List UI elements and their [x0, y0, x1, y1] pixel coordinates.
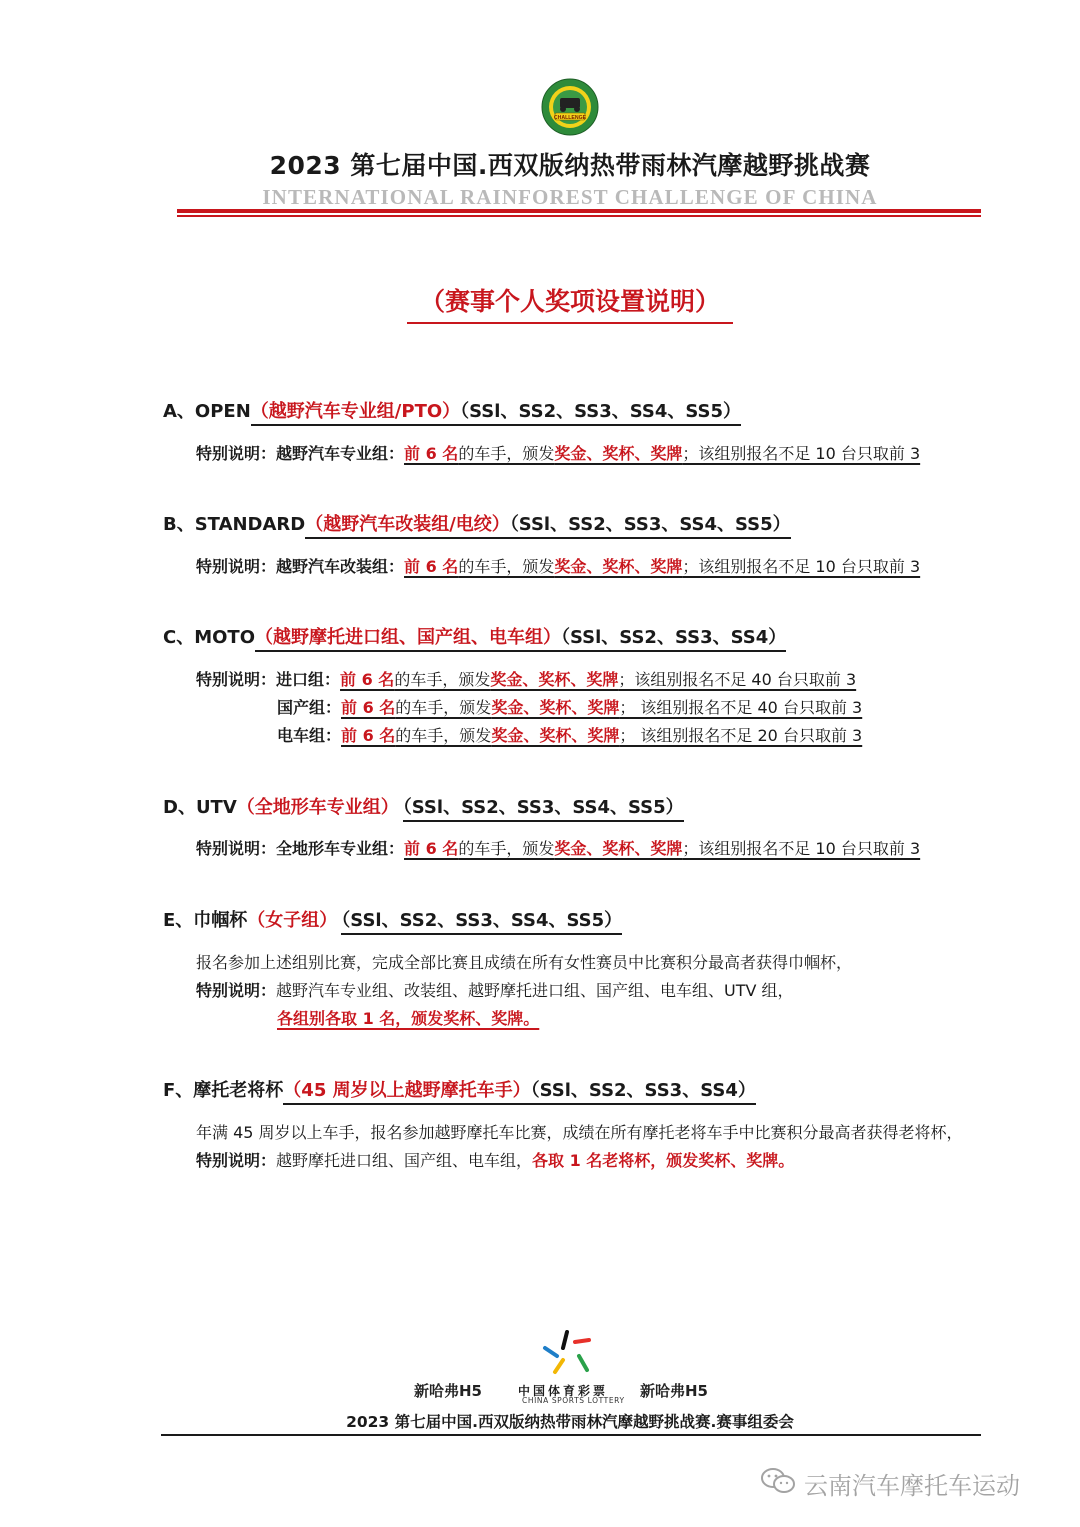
- svg-text:CHALLENGE: CHALLENGE: [553, 114, 587, 121]
- note-label: 特别说明：: [196, 670, 277, 689]
- note-awards: 奖金、奖杯、奖牌: [491, 698, 620, 717]
- section-stages: （SSl、SS2、SS3、SS4、SS5）: [341, 910, 623, 931]
- section-f-heading: [163, 1076, 756, 1102]
- section-prefix: A、OPEN: [163, 401, 251, 422]
- note-awards: 奖金、奖杯、奖牌: [491, 726, 620, 745]
- section-group: （女子组）: [247, 910, 338, 931]
- note-text: 越野摩托进口组、国产组、电车组，: [276, 1151, 533, 1170]
- note-rank: 前 6 名: [340, 670, 395, 689]
- note-tail: ；该组别报名不足 10 台只取前 3: [682, 557, 921, 576]
- section-group: （越野汽车专业组/PTO）: [250, 401, 461, 422]
- note-sub-label: 越野汽车改装组：: [276, 557, 405, 576]
- section-group: （越野汽车改装组/电绞）: [305, 514, 510, 535]
- organizer-line: 2023 第七届中国.西双版纳热带雨林汽摩越野挑战赛.赛事组委会: [346, 1413, 794, 1431]
- note-awards: 奖金、奖杯、奖牌: [554, 444, 683, 463]
- section-prefix: C、MOTO: [163, 627, 256, 648]
- section-e-note: [196, 978, 794, 1001]
- lottery-name-en: CHINA SPORTS LOTTERY: [522, 1396, 625, 1405]
- note-text: 越野汽车专业组、改装组、越野摩托进口组、国产组、电车组、UTV 组，: [276, 981, 794, 1000]
- note-mid: 的车手，颁发: [458, 444, 555, 463]
- note-sub-label: 越野汽车专业组：: [276, 444, 405, 463]
- section-b-note: [196, 554, 920, 577]
- section-c-heading: [163, 623, 786, 649]
- sponsor-logo-left: 新哈弗H5: [414, 1382, 482, 1400]
- watermark-text: 云南汽车摩托车运动: [804, 1472, 1020, 1500]
- footer-rule: [161, 1434, 981, 1436]
- lottery-name-cn: 中国体育彩票: [518, 1384, 609, 1398]
- note-mid: 的车手，颁发: [458, 557, 555, 576]
- sports-lottery-logo-icon: [539, 1330, 595, 1378]
- note-tail: ；该组别报名不足 10 台只取前 3: [682, 839, 921, 858]
- note-tail: ；该组别报名不足 10 台只取前 3: [682, 444, 921, 463]
- document-subtitle: （赛事个人奖项设置说明）: [407, 282, 733, 324]
- note-rank: 前 6 名: [404, 444, 459, 463]
- note-rank: 前 6 名: [404, 557, 459, 576]
- section-c-note-row: [277, 695, 862, 718]
- note-label: 特别说明：: [196, 444, 277, 463]
- note-rank: 前 6 名: [404, 839, 459, 858]
- section-prefix: D、UTV: [163, 797, 237, 818]
- sponsor-logo-right: 新哈弗H5: [640, 1382, 708, 1400]
- section-group: （45 周岁以上越野摩托车手）: [283, 1080, 531, 1101]
- event-logo: [541, 78, 599, 136]
- header-rule-thin: [177, 215, 981, 217]
- wechat-icon: [760, 1467, 796, 1501]
- note-sub-label: 进口组：: [276, 670, 341, 689]
- section-stages: （SSl、SS2、SS3、SS4、SS5）: [509, 514, 791, 535]
- section-e-note-highlight: [277, 1006, 539, 1029]
- note-red: 各取 1 名老将杯，颁发奖杯、奖牌。: [532, 1151, 795, 1170]
- note-tail: ；该组别报名不足 40 台只取前 3: [618, 670, 857, 689]
- section-d-heading: [163, 793, 684, 819]
- note-sub-label: 电车组：: [277, 726, 342, 745]
- note-label: 特别说明：: [196, 557, 277, 576]
- section-f-note: [196, 1148, 794, 1171]
- note-mid: 的车手，颁发: [394, 670, 491, 689]
- note-tail: ； 该组别报名不足 20 台只取前 3: [619, 726, 863, 745]
- header-rule-thick: [177, 209, 981, 213]
- note-awards: 奖金、奖杯、奖牌: [554, 557, 683, 576]
- section-prefix: E、巾帼杯: [163, 910, 248, 931]
- note-tail: ； 该组别报名不足 40 台只取前 3: [619, 698, 863, 717]
- note-mid: 的车手，颁发: [395, 698, 492, 717]
- page-title: 2023 第七届中国.西双版纳热带雨林汽摩越野挑战赛: [269, 151, 871, 180]
- section-c-note-row: [277, 723, 862, 746]
- section-c-note-row: [196, 667, 856, 690]
- section-b-heading: [163, 510, 791, 536]
- note-sub-label: 全地形车专业组：: [276, 839, 405, 858]
- section-e-description: 报名参加上述组别比赛，完成全部比赛且成绩在所有女性赛员中比赛积分最高者获得巾帼杯，: [196, 953, 853, 972]
- note-label: 特别说明：: [196, 839, 277, 858]
- note-awards: 奖金、奖杯、奖牌: [554, 839, 683, 858]
- note-rank: 前 6 名: [341, 726, 396, 745]
- section-a-note: [196, 441, 920, 464]
- note-rank: 前 6 名: [341, 698, 396, 717]
- section-f-description: 年满 45 周岁以上车手，报名参加越野摩托车比赛，成绩在所有摩托老将车手中比赛积分最高者获得老将杯，: [196, 1123, 963, 1142]
- note-awards: 奖金、奖杯、奖牌: [490, 670, 619, 689]
- section-stages: （SSl、SS2、SS3、SS4、SS5）: [460, 401, 742, 422]
- section-stages: （SSl、SS2、SS3、SS4）: [561, 627, 787, 648]
- note-mid: 的车手，颁发: [395, 726, 492, 745]
- section-stages: （SSl、SS2、SS3、SS4、SS5）: [402, 797, 684, 818]
- note-label: 特别说明：: [196, 981, 277, 1000]
- note-sub-label: 国产组：: [277, 698, 342, 717]
- watermark: [760, 1466, 1020, 1501]
- section-prefix: B、STANDARD: [163, 514, 306, 535]
- note-mid: 的车手，颁发: [458, 839, 555, 858]
- section-group: （全地形车专业组）: [236, 797, 399, 818]
- section-a-heading: [163, 397, 741, 423]
- section-group: （越野摩托进口组、国产组、电车组）: [255, 627, 562, 648]
- note-label: 特别说明：: [196, 1151, 277, 1170]
- section-d-note: [196, 836, 920, 859]
- english-title: INTERNATIONAL RAINFOREST CHALLENGE OF CHINA: [262, 185, 878, 209]
- section-e-heading: [163, 906, 622, 932]
- note-red: 各组别各取 1 名，颁发奖杯、奖牌。: [277, 1009, 540, 1028]
- section-stages: （SSl、SS2、SS3、SS4）: [530, 1080, 756, 1101]
- section-prefix: F、摩托老将杯: [163, 1080, 284, 1101]
